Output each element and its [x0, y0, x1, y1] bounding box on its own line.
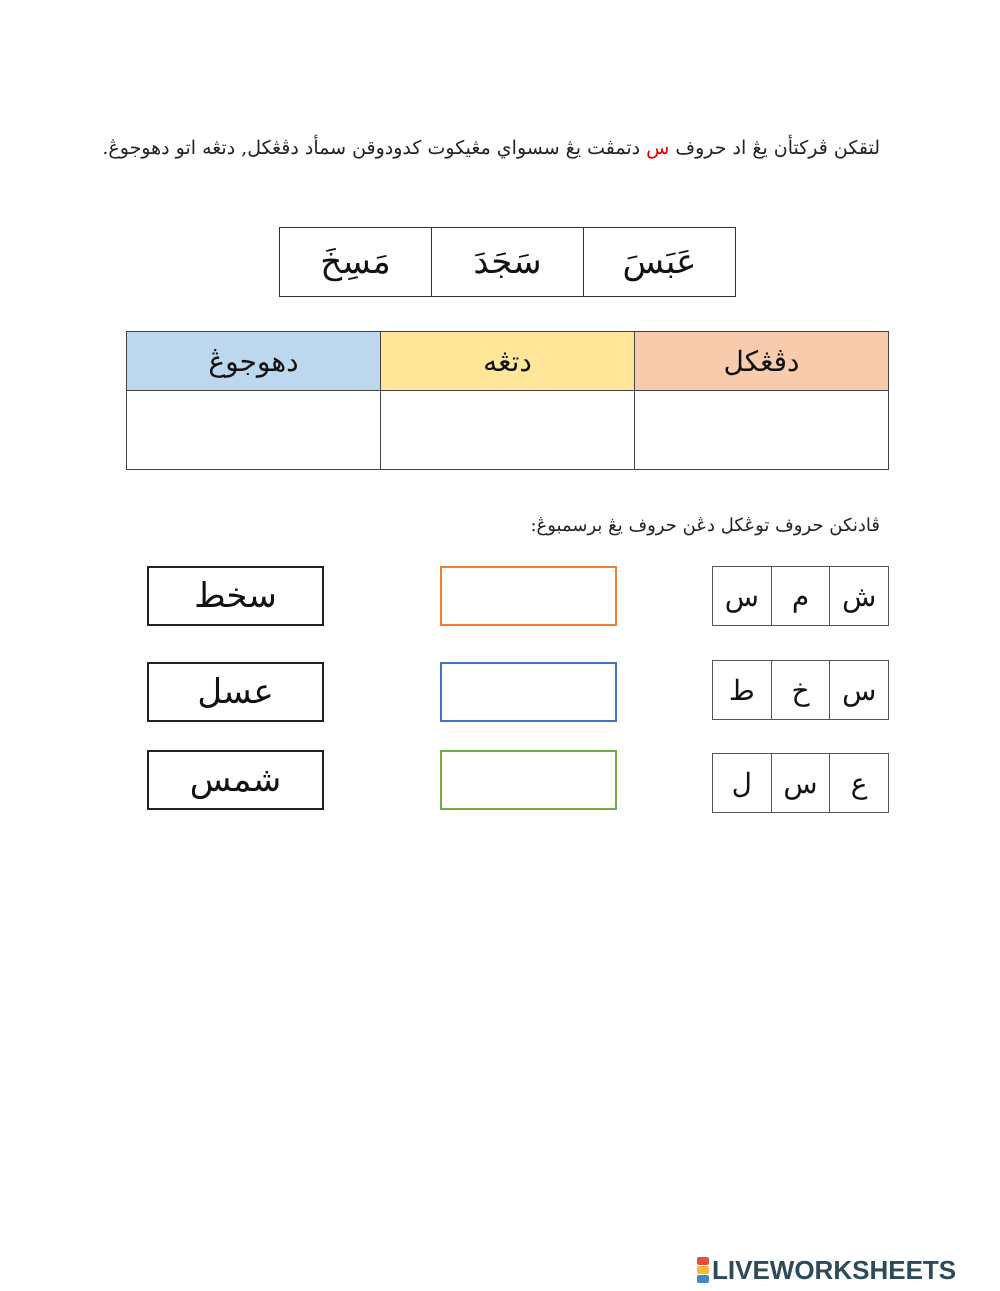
word-cell[interactable]: سَجَدَ [431, 228, 583, 296]
answer-box-2[interactable] [440, 662, 617, 722]
instruction-1-before: لتقكن ڤركتأن يڠ اد حروف [675, 137, 880, 159]
word-cell[interactable]: مَسِخَ [320, 242, 391, 282]
word-option-3[interactable]: شمس [147, 750, 324, 810]
instruction-1 [102, 137, 880, 159]
sort-column-beginning [634, 332, 888, 469]
letter-cell: ع [829, 754, 888, 812]
letter-cell: خ [771, 661, 830, 719]
word-cell[interactable]: عَبَسَ [583, 228, 735, 296]
sort-header-end: دهوجوڠ [127, 332, 380, 391]
sort-header-beginning: دڤڠكل [635, 332, 888, 391]
answer-box-1[interactable] [440, 566, 617, 626]
word-option-1[interactable]: سخط [147, 566, 324, 626]
word-table [279, 227, 736, 297]
sort-column-end [127, 332, 380, 469]
answer-box-3[interactable] [440, 750, 617, 810]
letter-cell: ط [728, 673, 755, 707]
drop-zone-middle[interactable] [381, 391, 634, 469]
letters-group-3 [712, 753, 889, 813]
letter-cell: س [724, 579, 759, 613]
drop-zone-beginning[interactable] [635, 391, 888, 469]
drop-zone-end[interactable] [127, 391, 380, 469]
instruction-1-after: دتمڤت يڠ سسواي مڠيكوت كدودوقن سمأد دڤڠكل, دتڠه اتو دهوجوڠ. [102, 137, 641, 159]
letter-cell: م [771, 567, 830, 625]
letter-cell: س [829, 661, 888, 719]
letter-cell: س [771, 754, 830, 812]
liveworksheets-logo [697, 1255, 956, 1286]
logo-mark-icon [697, 1257, 709, 1284]
instruction-2: ڤادنكن حروف توڠكل دڠن حروف يڠ برسمبوڠ: [530, 515, 880, 536]
sort-header-middle: دتڠه [381, 332, 634, 391]
sort-column-middle [380, 332, 634, 469]
word-option-2[interactable]: عسل [147, 662, 324, 722]
logo-text: LIVEWORKSHEETS [712, 1255, 957, 1285]
letters-group-2 [712, 660, 889, 720]
sort-table [126, 331, 889, 470]
letter-cell: ل [731, 766, 752, 800]
letters-group-1 [712, 566, 889, 626]
highlight-letter: س [646, 137, 670, 159]
letter-cell: ش [829, 567, 888, 625]
